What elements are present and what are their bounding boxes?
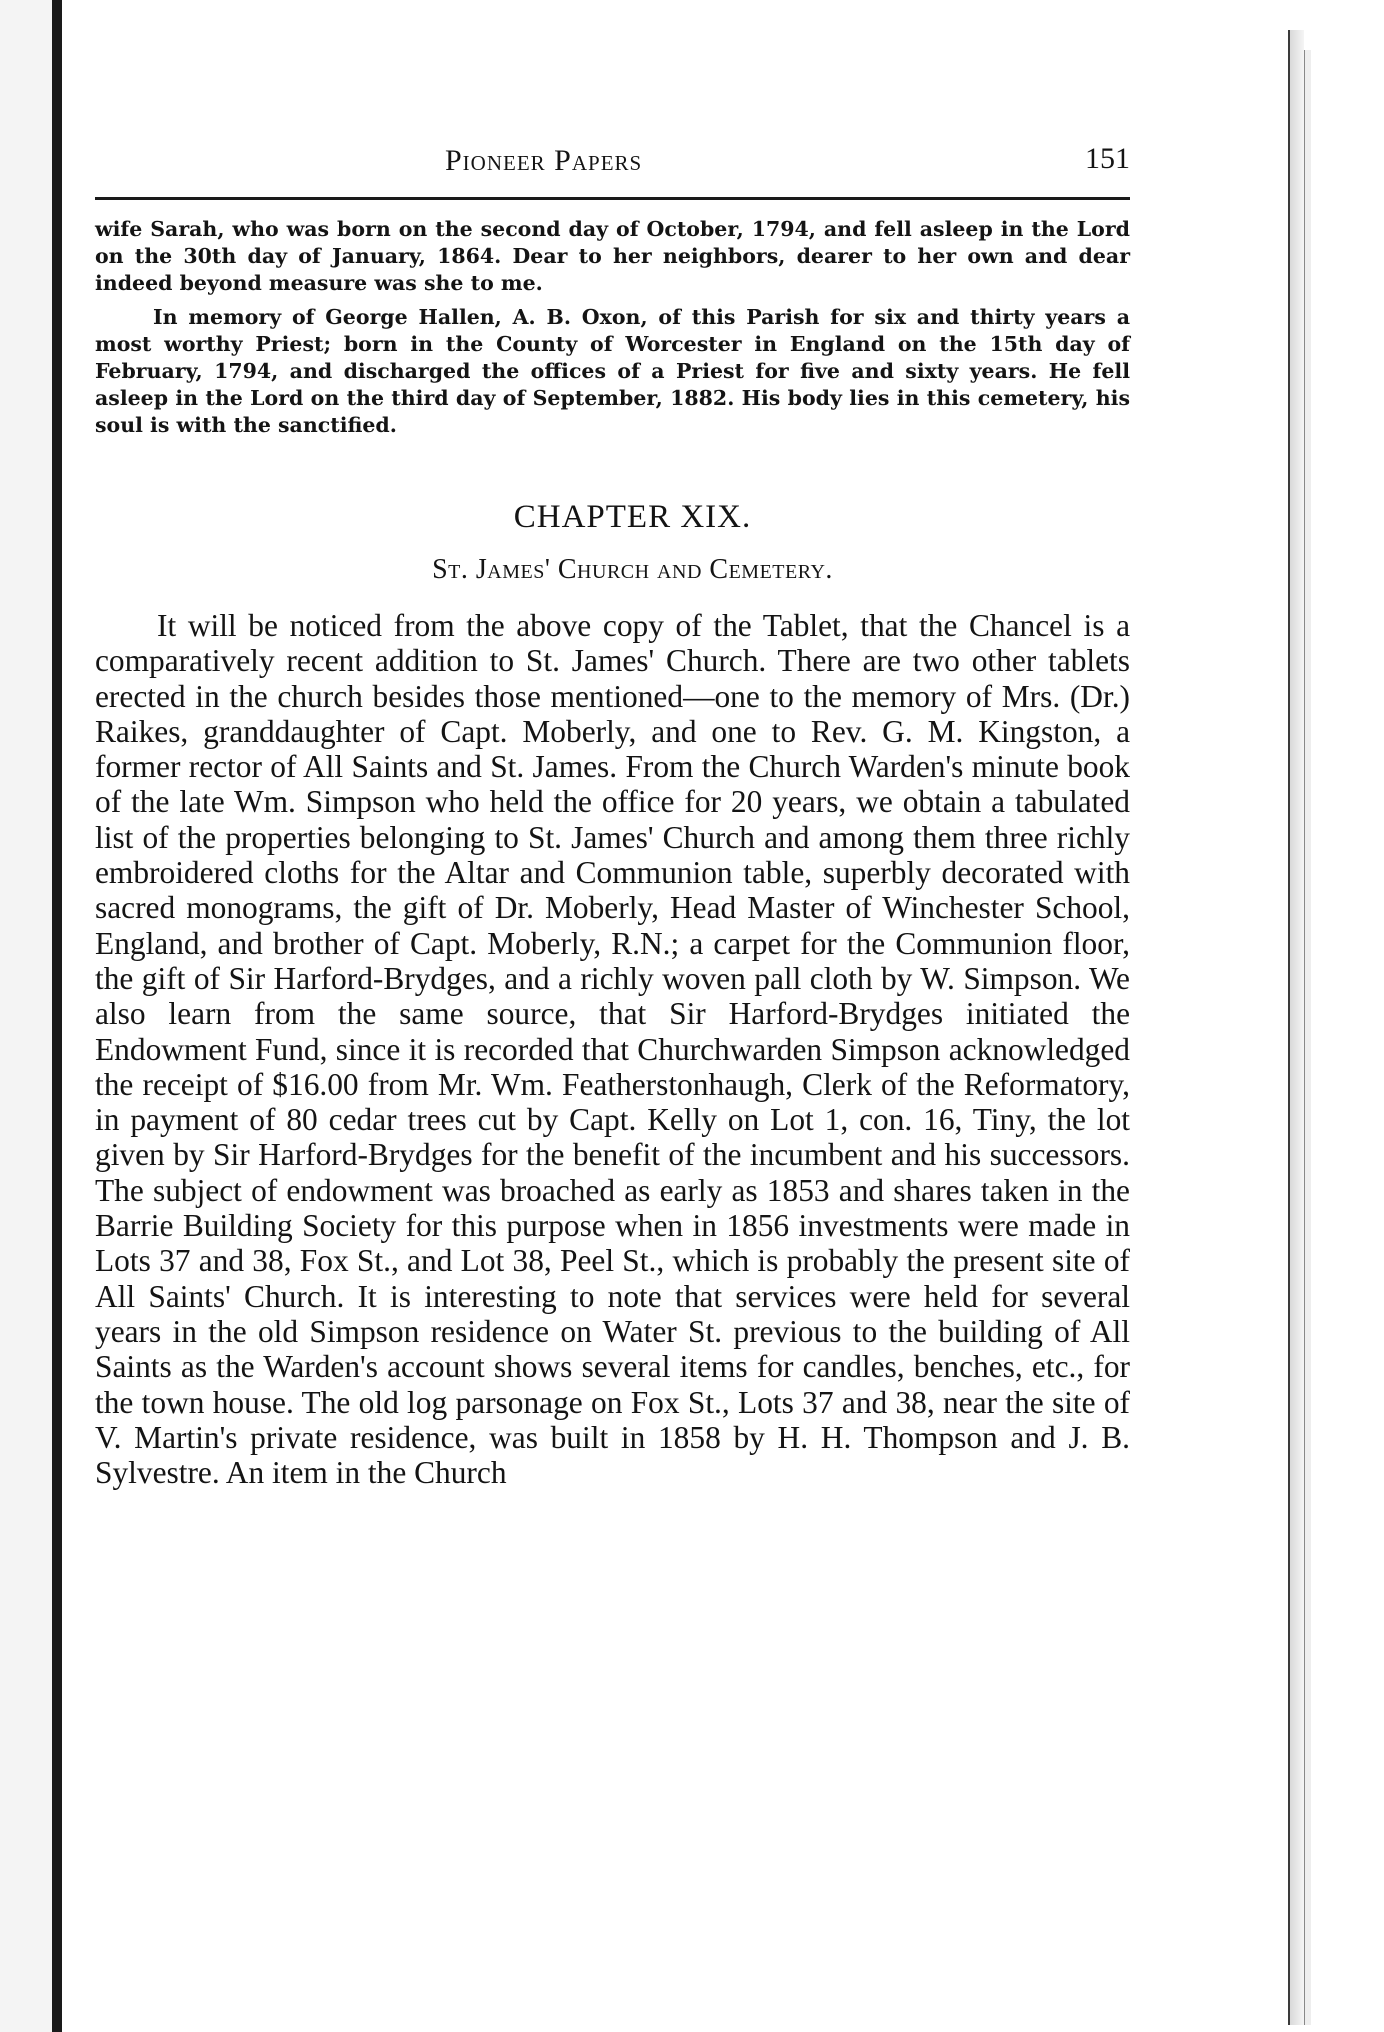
chapter-subtitle: St. James' Church and Cemetery. — [432, 554, 833, 585]
book-page — [95, 130, 1130, 1490]
chapter-title: CHAPTER XIX. — [513, 499, 752, 535]
page-number: 151 — [1085, 142, 1130, 175]
page-edge-outer — [1304, 50, 1311, 2025]
running-head — [95, 130, 1130, 190]
inscription-paragraph: In memory of George Hallen, A. B. Oxon, of this Parish for six and thirty years a most worthy Priest; born in the County of Worcester in England on the 15th day of February, 1794, and discharged the offices of a Priest for five and sixty years. He fell asleep in the Lord on the third day of September, 1882. His body lies in this cemetery, his soul is with the sanctified. — [95, 305, 1130, 437]
page-edge — [1288, 30, 1304, 2025]
header-rule — [95, 197, 1130, 200]
body-paragraph: It will be noticed from the above copy of the Tablet, that the Chancel is a comparatively recent addition to St. James' Church. There are two other tablets erected in the church besides those mentioned—one to the memory of Mrs. (Dr.) Raikes, granddaughter of Capt. Moberly, and one to Rev. G. M. Kingston, a former rector of All Saints and St. James. From the Church Warden's minute book of the late Wm. Simpson who held the office for 20 years, we obtain a tabulated list of the properties belonging to St. James' Church and among them three richly embroidered cloths for the Altar and Communion table, superbly decorated with sacred monograms, the gift of Dr. Moberly, Head Master of Winchester School, England, and brother of Capt. Moberly, R.N.; a carpet for the Communion floor, the gift of Sir Harford-Brydges, and a richly woven pall cloth by W. Simpson. We also learn from the same source, that Sir Harford-Brydges initiated the Endowment Fund, since it is recorded that Churchwarden Simpson acknowledged the receipt of $16.00 from Mr. Wm. Featherstonhaugh, Clerk of the Reformatory, in payment of 80 cedar trees cut by Capt. Kelly on Lot 1, con. 16, Tiny, the lot given by Sir Harford-Brydges for the benefit of the incumbent and his successors. The subject of endowment was broached as early as 1853 and shares taken in the Barrie Building Society for this purpose when in 1856 investments were made in Lots 37 and 38, Fox St., and Lot 38, Peel St., which is probably the present site of All Saints' Church. It is interesting to note that services were held for several years in the old Simpson residence on Water St. previous to the building of All Saints as the Warden's account shows several items for candles, benches, etc., for the town house. The old log parsonage on Fox St., Lots 37 and 38, near the site of V. Martin's private residence, was built in 1858 by H. H. Thompson and J. B. Sylvestre. An item in the Church — [95, 608, 1130, 1491]
book-binding-edge — [0, 0, 62, 2032]
inscription-paragraph: wife Sarah, who was born on the second day of October, 1794, and fell asleep in the Lord on the 30th day of January, 1864. Dear to her neighbors, dearer to her own and dear indeed beyond measure was she to me. — [95, 217, 1130, 295]
tablet-inscriptions — [95, 216, 1130, 439]
running-title: Pioneer Papers — [445, 144, 643, 177]
